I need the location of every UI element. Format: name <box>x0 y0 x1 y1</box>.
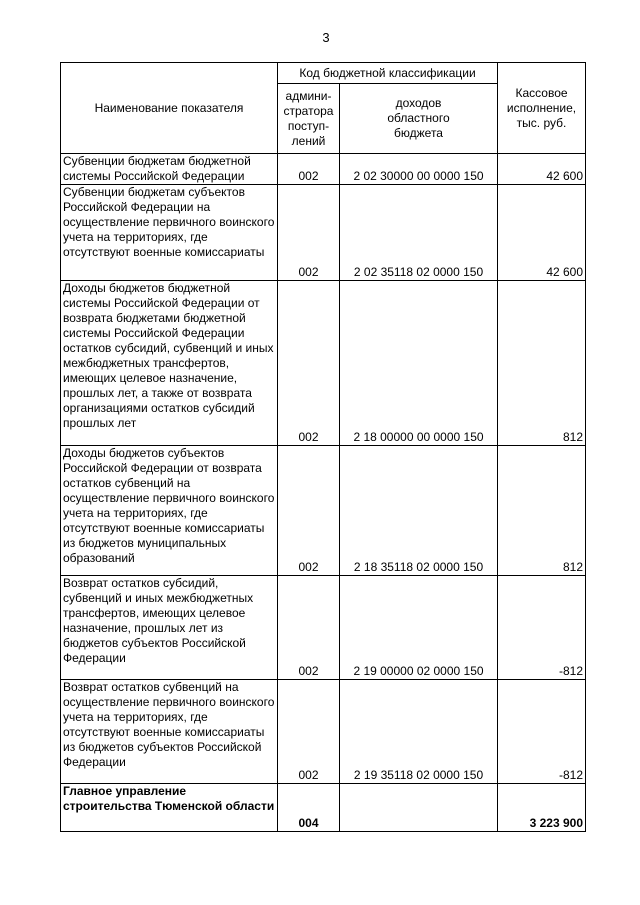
row-income-code-cell: 2 02 30000 00 0000 150 <box>340 154 498 185</box>
header-cash-execution: Кассовое исполнение, тыс. руб. <box>498 63 586 154</box>
row-income-code-cell: 2 18 35118 02 0000 150 <box>340 446 498 576</box>
row-sum-cell: 812 <box>498 281 586 446</box>
row-name-cell: Субвенции бюджетам бюджетной системы Российской Федерации <box>61 154 278 185</box>
header-income-code: доходов областного бюджета <box>340 84 498 154</box>
table-row <box>61 185 586 281</box>
header-administrator: админи- стратора поступ- лений <box>278 84 340 154</box>
row-admin-code-cell: 002 <box>278 185 340 281</box>
row-income-code-cell <box>340 784 498 832</box>
table-row <box>61 154 586 185</box>
row-name-cell: Субвенции бюджетам субъектов Российской Федерации на осуществление первичного воинского учета на территориях, где отсутствуют военные комиссариаты <box>61 185 278 281</box>
row-income-code-cell: 2 02 35118 02 0000 150 <box>340 185 498 281</box>
row-name-cell: Возврат остатков субвенций на осуществление первичного воинского учета на территориях, где отсутствуют военные комиссариаты из бюджетов субъектов Российской Федерации <box>61 680 278 784</box>
table-row <box>61 281 586 446</box>
row-sum-cell: 42 600 <box>498 185 586 281</box>
table-header-row <box>61 63 586 84</box>
table-row <box>61 446 586 576</box>
row-sum-cell: 42 600 <box>498 154 586 185</box>
row-income-code-cell: 2 19 00000 02 0000 150 <box>340 576 498 680</box>
row-admin-code-cell: 002 <box>278 446 340 576</box>
row-name-cell: Возврат остатков субсидий, субвенций и иных межбюджетных трансфертов, имеющих целевое назначение, прошлых лет из бюджетов субъектов Российской Федерации <box>61 576 278 680</box>
table-body <box>61 154 586 832</box>
row-sum-cell: 3 223 900 <box>498 784 586 832</box>
row-name-cell: Доходы бюджетов субъектов Российской Федерации от возврата остатков субвенций на осуществление первичного воинского учета на территориях, где отсутствуют военные комиссариаты из бюджетов муниципальных образований <box>61 446 278 576</box>
row-admin-code-cell: 002 <box>278 680 340 784</box>
row-sum-cell: -812 <box>498 576 586 680</box>
row-admin-code-cell: 002 <box>278 281 340 446</box>
row-admin-code-cell: 004 <box>278 784 340 832</box>
page-number: 3 <box>322 30 330 45</box>
row-name-cell: Доходы бюджетов бюджетной системы Российской Федерации от возврата бюджетами бюджетной системы Российской Федерации остатков субсидий, субвенций и иных межбюджетных трансфертов, имеющих целевое назначение, прошлых лет, а также от возврата организациями остатков субсидий прошлых лет <box>61 281 278 446</box>
table-row <box>61 576 586 680</box>
header-classification-code: Код бюджетной классификации <box>278 63 498 84</box>
table-row <box>61 680 586 784</box>
row-income-code-cell: 2 18 00000 00 0000 150 <box>340 281 498 446</box>
row-name-cell: Главное управление строительства Тюменской области <box>61 784 278 832</box>
row-income-code-cell: 2 19 35118 02 0000 150 <box>340 680 498 784</box>
budget-table <box>60 62 586 832</box>
row-sum-cell: -812 <box>498 680 586 784</box>
row-admin-code-cell: 002 <box>278 576 340 680</box>
header-name: Наименование показателя <box>61 63 278 154</box>
row-sum-cell: 812 <box>498 446 586 576</box>
table-row <box>61 784 586 832</box>
row-admin-code-cell: 002 <box>278 154 340 185</box>
